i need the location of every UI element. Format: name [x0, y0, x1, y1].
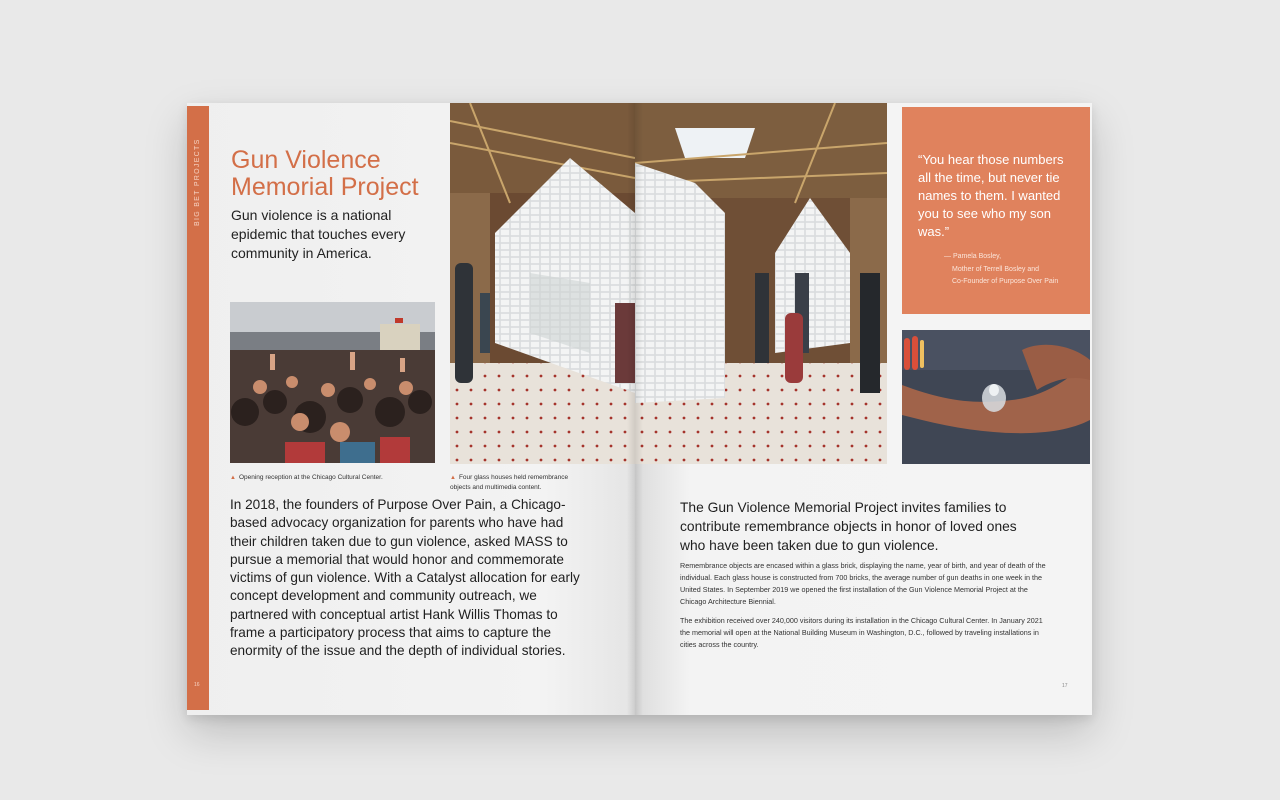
photo-opening-reception	[230, 302, 435, 463]
caption-glass-houses: ▲ Four glass houses held remembrance objects and multimedia content.	[450, 474, 569, 491]
caption-opening-reception: ▲ Opening reception at the Chicago Cultural Center.	[230, 474, 383, 481]
body-lead-right: The Gun Violence Memorial Project invites families to contribute remembrance objects in honor of loved ones who have been taken due to gun violence.	[680, 500, 1017, 553]
article-subtitle: Gun violence is a national epidemic that touches every community in America.	[231, 207, 406, 261]
article-title: Gun Violence Memorial Project	[231, 146, 419, 201]
pull-quote-box	[902, 107, 1090, 314]
left-page	[187, 103, 635, 715]
section-side-strip	[187, 106, 209, 710]
photo-glass-houses-left	[450, 103, 635, 464]
right-page	[635, 103, 1092, 715]
body-paragraph-1: Remembrance objects are encased within a glass brick, displaying the name, year of birth, and year of death of the individual. Each glass house is constructed from 700 bricks, the average number of gun deaths in one week in the United States. In September 2019 we opened the first installation of the Gun Violence Memorial Project at the Chicago Architecture Biennial.	[680, 561, 1046, 606]
spine-gutter	[627, 103, 643, 715]
caption-arrow-icon: ▲	[450, 475, 456, 481]
quote-attribution: — Pamela Bosley, Mother of Terrell Bosley and Co-Founder of Purpose Over Pain	[944, 253, 1059, 285]
photo-glass-houses-right	[635, 103, 887, 464]
body-text-left: In 2018, the founders of Purpose Over Pain, a Chicago-based advocacy organization for parents who have had their children taken due to gun violence, asked MASS to pursue a memorial that would honor and commemorate victims of gun violence. With a Catalyst allocation for early concept development and community outreach, we partnered with conceptual artist Hank Willis Thomas to frame a participatory process that aims to capture the enormity of the issue and the depth of individual stories.	[230, 497, 580, 659]
page-number-left: 16	[194, 682, 200, 688]
page-number-right: 17	[1062, 683, 1068, 689]
caption-arrow-icon: ▲	[230, 475, 236, 481]
pull-quote: “You hear those numbers all the time, but never tie names to them. I wanted you to see who my son was.”	[918, 152, 1064, 239]
photo-hands-glass-object	[902, 330, 1090, 464]
section-label: BIG BET PROJECTS	[194, 138, 201, 226]
magazine-spread	[187, 103, 1092, 715]
body-paragraph-2: The exhibition received over 240,000 visitors during its installation in the Chicago Cultural Center. In January 2021 the memorial will open at the National Building Museum in Washington, D.C., followed by traveling installations in cities across the country.	[680, 616, 1043, 649]
